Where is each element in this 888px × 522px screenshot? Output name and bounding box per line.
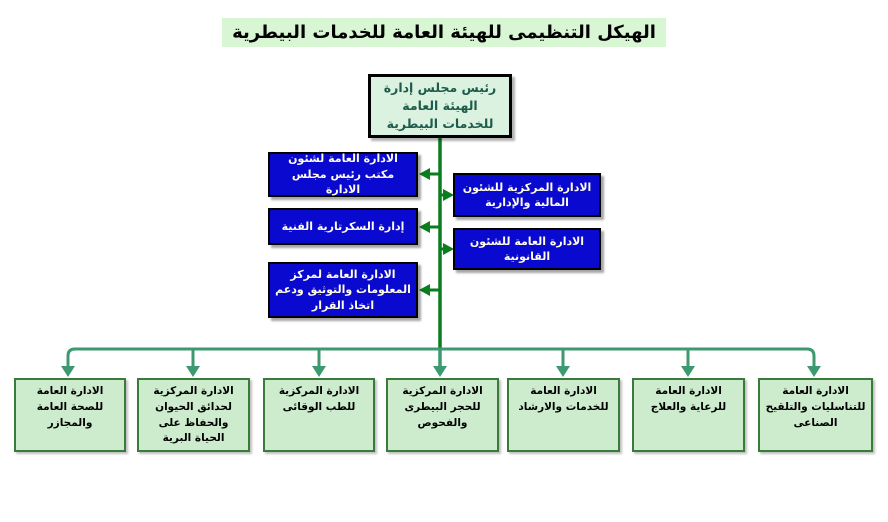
chart-title-text: الهيكل التنظيمى للهيئة العامة للخدمات البيطرية — [222, 18, 666, 47]
dept-zoos-wildlife: الادارة المركزية لحدائق الحيوان والحفاظ على الحياة البرية — [137, 378, 250, 452]
dept-reproduction-artificial-insemination: الادارة العامة للتناسليات والتلقيح الصناعى — [758, 378, 873, 452]
dept-care-treatment: الادارة العامة للرعاية والعلاج — [632, 378, 745, 452]
org-box-chairman-office: الادارة العامة لشئون مكتب رئيس مجلس الادارة — [268, 152, 418, 197]
dept-veterinary-quarantine: الادارة المركزية للحجر البيطرى والفحوص — [386, 378, 499, 452]
org-box-legal-affairs: الادارة العامة للشئون القانونية — [453, 228, 601, 270]
org-box-technical-secretariat: إدارة السكرتارية الفنية — [268, 208, 418, 245]
dept-public-health-slaughterhouses: الادارة العامة للصحة العامة والمجازر — [14, 378, 126, 452]
org-box-financial-admin-affairs: الادارة المركزية للشئون المالية والإدارية — [453, 173, 601, 217]
dept-services-extension: الادارة العامة للخدمات والارشاد — [507, 378, 620, 452]
dept-preventive-medicine: الادارة المركزية للطب الوقائى — [263, 378, 375, 452]
org-box-chairman: رئيس مجلس إدارة الهيئة العامة للخدمات البيطرية — [368, 74, 512, 138]
chart-title — [0, 18, 888, 47]
org-box-information-center: الادارة العامة لمركز المعلومات والتوثيق ودعم اتخاذ القرار — [268, 262, 418, 318]
